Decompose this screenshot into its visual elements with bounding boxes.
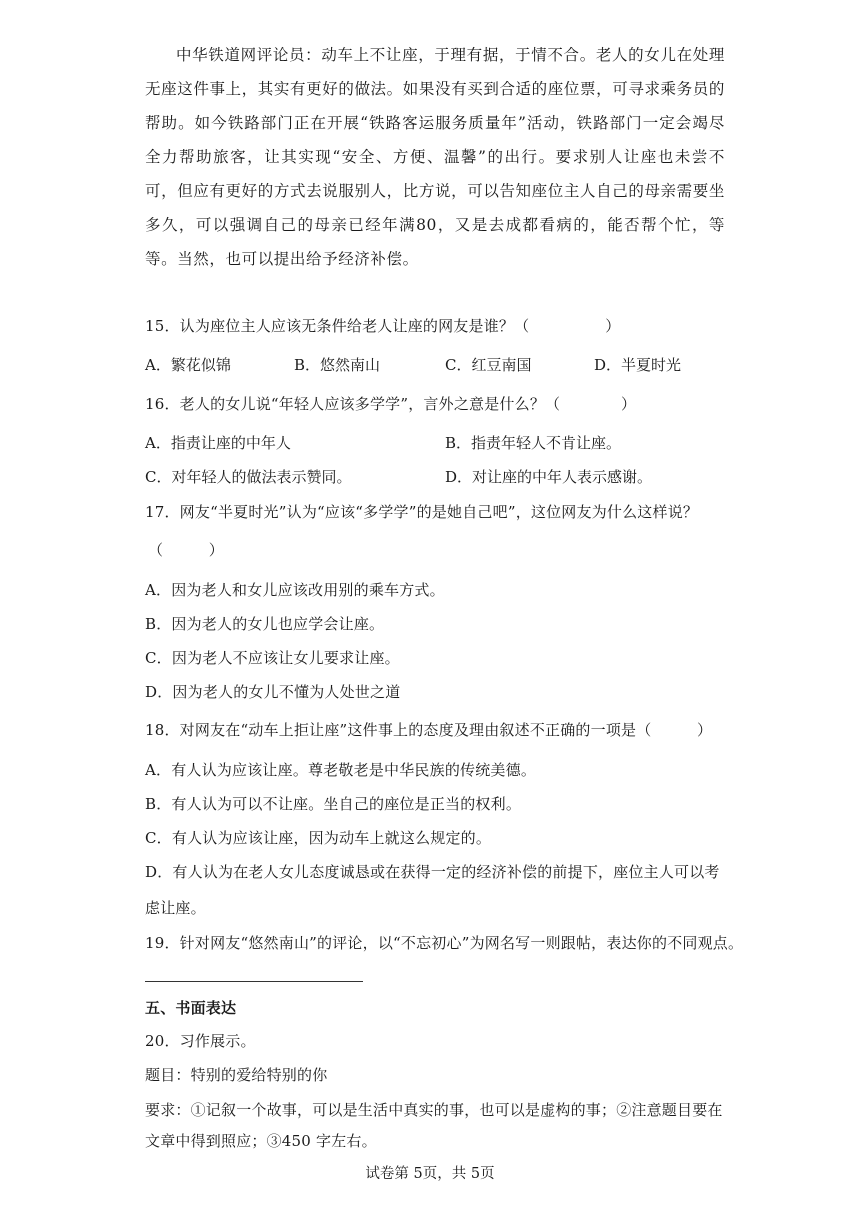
- question-16-stem: 16．老人的女儿说“年轻人应该多学学”，言外之意是什么？（ ）: [145, 395, 637, 413]
- q18-option-c: C．有人认为应该让座，因为动车上就这么规定的。: [145, 829, 492, 847]
- question-20-title: 题目：特别的爱给特别的你: [145, 1066, 328, 1084]
- question-18-stem: 18．对网友在“动车上拒让座”这件事上的态度及理由叙述不正确的一项是（ ）: [145, 721, 713, 739]
- q17-option-a: A．因为老人和女儿应该改用别的乘车方式。: [145, 581, 445, 599]
- q16-option-a: A．指责让座的中年人: [145, 434, 291, 452]
- question-20-stem: 20．习作展示。: [145, 1032, 256, 1050]
- question-19-stem: 19．针对网友“悠然南山”的评论，以“不忘初心”为网名写一则跟帖，表达你的不同观点。: [145, 934, 744, 952]
- q16-option-d: D．对让座的中年人表示感谢。: [445, 468, 653, 486]
- q17-option-b: B．因为老人的女儿也应学会让座。: [145, 615, 385, 633]
- q18-option-a: A．有人认为应该让座。尊老敬老是中华民族的传统美德。: [145, 761, 537, 779]
- q15-option-a: A．繁花似锦: [145, 356, 231, 374]
- q18-option-d-line1: D．有人认为在老人女儿态度诚恳或在获得一定的经济补偿的前提下，座位主人可以考: [145, 863, 720, 881]
- q16-option-b: B．指责年轻人不肯让座。: [445, 434, 622, 452]
- answer-line: [145, 981, 363, 982]
- passage-paragraph: 中华铁道网评论员：动车上不让座，于理有据，于情不合。老人的女儿在处理无座这件事上，其实有更好的做法。如果没有买到合适的座位票，可寻求乘务员的帮助。如今铁路部门正在开展“铁路客运服务质量年”活动，铁路部门一定会竭尽全力帮助旅客，让其实现“安全、方便、温馨”的出行。要求别人让座也未尝不可，但应有更好的方式去说服别人，比方说，可以告知座位主人自己的母亲需要坐多久，可以强调自己的母亲已经年满80，又是去成都看病的，能否帮个忙，等等。当然，也可以提出给予经济补偿。: [145, 46, 725, 268]
- section-title-writing: 五、书面表达: [145, 999, 237, 1017]
- q15-option-c: C．红豆南国: [445, 356, 532, 374]
- question-15-stem: 15．认为座位主人应该无条件给老人让座的网友是谁？（ ）: [145, 317, 621, 335]
- page-footer: 试卷第 5页，共 5页: [365, 1166, 495, 1182]
- q17-option-d: D．因为老人的女儿不懂为人处世之道: [145, 683, 401, 701]
- question-20-requirements-1: 要求：①记叙一个故事，可以是生活中真实的事，也可以是虚构的事；②注意题目要在: [145, 1101, 723, 1119]
- q18-option-b: B．有人认为可以不让座。坐自己的座位是正当的权利。: [145, 795, 522, 813]
- question-17-answer-paren: （ ）: [148, 541, 225, 559]
- q15-option-d: D．半夏时光: [594, 356, 682, 374]
- q16-option-c: C．对年轻人的做法表示赞同。: [145, 468, 352, 486]
- q18-option-d-line2: 虑让座。: [145, 899, 206, 917]
- q15-option-b: B．悠然南山: [294, 356, 381, 374]
- question-20-requirements-2: 文章中得到照应；③450 字左右。: [145, 1132, 377, 1150]
- q17-option-c: C．因为老人不应该让女儿要求让座。: [145, 649, 400, 667]
- question-17-stem: 17．网友“半夏时光”认为“应该“多学学”的是她自己吧”，这位网友为什么这样说？: [145, 503, 699, 521]
